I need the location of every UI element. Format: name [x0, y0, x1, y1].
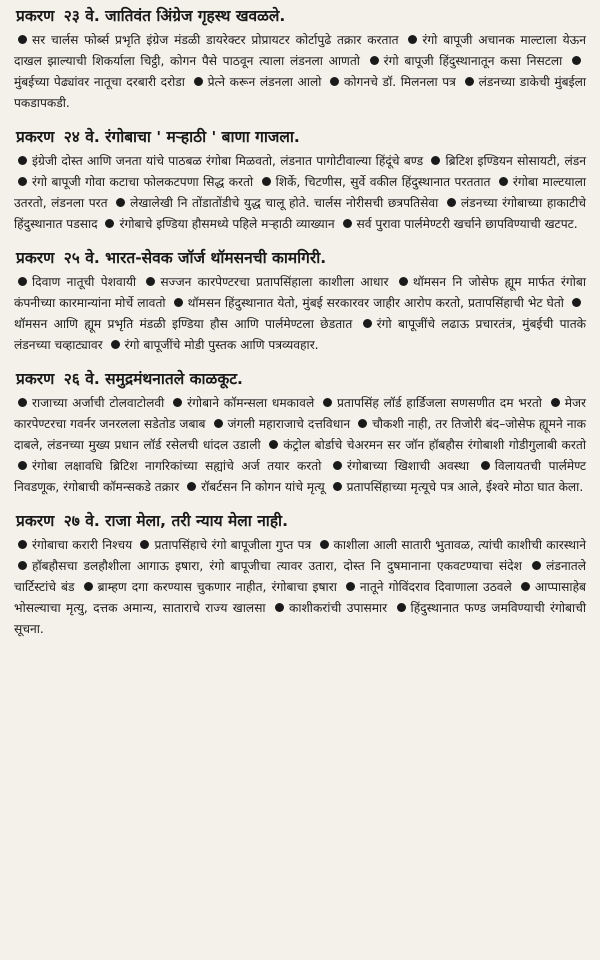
synopsis-item: विलायतची पार्लमेण्ट निवडणूक, रंगोबाची कॉमन्सकडे तक्रार — [14, 459, 587, 494]
bullet-icon — [532, 561, 541, 570]
synopsis-item: रंगोबाच्या खिशाची अवस्था — [346, 459, 470, 473]
bullet-icon — [346, 582, 355, 591]
bullet-icon — [18, 540, 27, 549]
chapter-prefix: प्रकरण — [16, 249, 55, 267]
chapter-synopsis — [14, 393, 586, 498]
bullet-icon — [269, 440, 278, 449]
bullet-icon — [18, 461, 27, 470]
bullet-icon — [330, 77, 339, 86]
chapter-prefix: प्रकरण — [16, 370, 55, 388]
synopsis-item: हॉबहौसचा डलहौशीला आगाऊ इषारा, रंगो बापूजीचा त्यावर उतारा, दोस्त नि दुषमानाना एकवटण्याचा संदेश — [32, 559, 522, 573]
chapter-26 — [14, 369, 586, 498]
bullet-icon — [431, 156, 440, 165]
synopsis-item: जंगली महाराजाचे दत्तविधान — [227, 417, 351, 431]
bullet-icon — [174, 298, 183, 307]
bullet-icon — [105, 219, 114, 228]
bullet-icon — [187, 482, 196, 491]
synopsis-item: ब्राम्हण दगा करण्यास चुकणार नाहीत, रंगोबाचा इषारा — [97, 580, 337, 594]
synopsis-item: लेखालेखी नि तोंडातोंडीचे युद्ध चालू होते. चार्लस नोरीसची छत्रपतिसेवा — [130, 196, 439, 210]
bullet-icon — [333, 482, 342, 491]
bullet-icon — [18, 35, 27, 44]
bullet-icon — [275, 603, 284, 612]
synopsis-item: रॉबर्टसन नि कोगन यांचे मृत्यू — [201, 480, 325, 494]
synopsis-item: थॉमसन आणि ह्यूम प्रभृति मंडळी इण्डिया हौस आणि पार्लमेण्टला छेडतात — [14, 317, 353, 331]
synopsis-item: रंगो बापूजींचे लढाऊ प्रचारतंत्र, मुंबईची पातके लंडनच्या चव्हाट्यावर — [14, 317, 587, 352]
bullet-icon — [521, 582, 530, 591]
chapter-number: २४ वे. — [63, 128, 100, 146]
bullet-icon — [481, 461, 490, 470]
bullet-icon — [262, 177, 271, 186]
bullet-icon — [551, 398, 560, 407]
synopsis-item: रंगोबा लक्षावधि ब्रिटिश नागरिकांच्या सह्यांचे अर्ज तयार करतो — [32, 459, 322, 473]
synopsis-item: दिवाण नातूची पेशवायी — [32, 275, 137, 289]
chapter-prefix: प्रकरण — [16, 128, 55, 146]
synopsis-item: नातूने गोविंदराव दिवाणाला उठवले — [359, 580, 512, 594]
synopsis-item: थॉमसन हिंदुस्थानात येतो, मुंबई सरकारवर जाहीर आरोप करतो, प्रतापसिंहाची भेट घेतो — [187, 296, 564, 310]
bullet-icon — [84, 582, 93, 591]
synopsis-item: लंडनच्या डाकेची मुंबईला पकडापकडी. — [14, 75, 587, 110]
bullet-icon — [18, 277, 27, 286]
bullet-icon — [447, 198, 456, 207]
synopsis-item: रंगोबाने कॉमन्सला धमकावले — [187, 396, 315, 410]
bullet-icon — [358, 419, 367, 428]
synopsis-item: मुंबईच्या पेढ्यांवर नातूचा दरबारी दरोडा — [14, 75, 185, 89]
chapter-title — [16, 248, 586, 268]
bullet-icon — [370, 56, 379, 65]
synopsis-item: ब्रिटिश इण्डियन सोसायटी, लंडन — [445, 154, 586, 168]
synopsis-item: प्रतापसिंहाच्या मृत्यूचे पत्र आले, ईश्वरे मोठा घात केला. — [346, 480, 584, 494]
synopsis-item: सज्जन कारपेण्टरचा प्रतापसिंहाला काशीला आधार — [160, 275, 389, 289]
synopsis-item: मेजर कारपेण्टरचा गवर्नर जनरलला सडेतोड जबाब — [14, 396, 587, 431]
chapter-number: २७ वे. — [63, 512, 100, 530]
chapter-heading: भारत-सेवक जॉर्ज थॉमसनची कामगिरी. — [105, 249, 327, 267]
bullet-icon — [408, 35, 417, 44]
bullet-icon — [18, 156, 27, 165]
bullet-icon — [363, 319, 372, 328]
chapter-synopsis — [14, 535, 586, 640]
synopsis-item: सर्व पुरावा पार्लमेण्टरी खर्चाने छापविण्याची खटपट. — [356, 217, 578, 231]
synopsis-item: कोगनचे डॉ. मिलनला पत्र — [344, 75, 456, 89]
chapter-25 — [14, 248, 586, 356]
bullet-icon — [140, 540, 149, 549]
bullet-icon — [194, 77, 203, 86]
synopsis-item: रंगोबाचे इण्डिया हौसमध्ये पहिले मऱ्हाठी व्याख्यान — [119, 217, 335, 231]
synopsis-item: हिंदुस्थानात फण्ड जमविण्याची रंगोबाची सूचना. — [14, 601, 586, 636]
chapter-27 — [14, 511, 586, 640]
synopsis-item: आप्पासाहेब भोसल्याचा मृत्यु, दत्तक अमान्य, साताराचे राज्य खालसा — [14, 580, 587, 615]
synopsis-item: कंट्रोल बोर्डाचे चेअरमन सर जॉन हॉबहौस रंगोबाशी गोडीगुलाबी करतो — [283, 438, 587, 452]
bullet-icon — [333, 461, 342, 470]
synopsis-item: लंडनच्या रंगोबाच्या हाकाटीचे हिंदुस्थानात पडसाद — [14, 196, 587, 231]
chapter-24 — [14, 127, 586, 235]
synopsis-item: लंडनातले चार्टिस्टांचे बंड — [14, 559, 586, 594]
chapter-prefix: प्रकरण — [16, 7, 55, 25]
bullet-icon — [320, 540, 329, 549]
synopsis-item: काशीला आली सातारी भुतावळ, त्यांची काशीची कारस्थाने — [333, 538, 586, 552]
synopsis-item: प्रतापसिंह लॉर्ड हार्डिजला सणसणीत दम भरतो — [336, 396, 542, 410]
chapter-synopsis — [14, 151, 586, 235]
bullet-icon — [214, 419, 223, 428]
synopsis-item: रंगोबा माल्टयाला उतरतो, लंडनला परत — [14, 175, 586, 210]
bullet-icon — [465, 77, 474, 86]
bullet-icon — [572, 56, 581, 65]
chapter-title — [16, 369, 586, 389]
synopsis-item: रंगो बापूजी अचानक माल्टाला येऊन दाखल झाल्याची शिकर्याला चिट्ठी, कोगन पैसे पाठवून त्याला लंडनला आणतो — [14, 33, 587, 68]
chapter-title — [16, 127, 586, 147]
chapter-23 — [14, 6, 586, 114]
chapter-title — [16, 511, 586, 531]
chapter-number: २६ वे. — [63, 370, 100, 388]
chapter-prefix: प्रकरण — [16, 512, 55, 530]
bullet-icon — [116, 198, 125, 207]
synopsis-item: शिर्के, चिटणीस, सुर्वे वकील हिंदुस्थानात परततात — [275, 175, 491, 189]
synopsis-item: रंगो बापूजी हिंदुस्थानातून कसा निसटला — [383, 54, 563, 68]
bullet-icon — [399, 277, 408, 286]
bullet-icon — [173, 398, 182, 407]
synopsis-item: राजाच्या अर्जाची टोलवाटोलवी — [32, 396, 165, 410]
bullet-icon — [499, 177, 508, 186]
synopsis-item: रंगोबाचा करारी निश्चय — [32, 538, 133, 552]
bullet-icon — [323, 398, 332, 407]
chapter-synopsis — [14, 30, 586, 114]
synopsis-item: रंगो बापूजी गोवा कटाचा फोलकटपणा सिद्ध करतो — [32, 175, 254, 189]
bullet-icon — [111, 340, 120, 349]
bullet-icon — [18, 561, 27, 570]
chapter-synopsis — [14, 272, 586, 356]
synopsis-item: सर चार्लस फोर्ब्स प्रभृति इंग्रेज मंडळी डायरेक्टर प्रोप्रायटर कोर्टापुढे तक्रार करतात — [32, 33, 399, 47]
bullet-icon — [397, 603, 406, 612]
chapter-title — [16, 6, 586, 26]
bullet-icon — [18, 398, 27, 407]
synopsis-item: काशीकरांची उपासमार — [288, 601, 388, 615]
bullet-icon — [18, 177, 27, 186]
bullet-icon — [146, 277, 155, 286]
chapter-number: २५ वे. — [63, 249, 100, 267]
synopsis-item: प्रतापसिंहाचे रंगो बापूजीला गुप्त पत्र — [154, 538, 312, 552]
synopsis-item: इंग्रेजी दोस्त आणि जनता यांचे पाठबळ रंगोबा मिळवतो, लंडनात पागोटीवाल्या हिंदूंचे बण्ड — [32, 154, 424, 168]
chapter-heading: रंगोबाचा ' मऱ्हाठी ' बाणा गाजला. — [105, 128, 300, 146]
bullet-icon — [572, 298, 581, 307]
synopsis-item: थॉमसन नि जोसेफ ह्यूम मार्फत रंगोबा कंपनीच्या कारमान्यांना मोर्चे लावतो — [14, 275, 587, 310]
chapter-heading: जातिवंत अिंग्रेज गृहस्थ खवळले. — [105, 7, 286, 25]
synopsis-item: चौकशी नाही, तर तिजोरी बंद–जोसेफ ह्यूमने नाक दाबले, लंडनच्या मुख्य प्रधान लॉर्ड रसेलची धांदल उडाली — [14, 417, 586, 452]
bullet-icon — [343, 219, 352, 228]
synopsis-item: प्रेत्ने करून लंडनला आलो — [207, 75, 322, 89]
chapter-heading: राजा मेला, तरी न्याय मेला नाही. — [105, 512, 288, 530]
chapter-heading: समुद्रमंथनातले काळकूट. — [105, 370, 243, 388]
synopsis-item: रंगो बापूजींचे मोडी पुस्तक आणि पत्रव्यवहार. — [124, 338, 319, 352]
chapter-number: २३ वे. — [63, 7, 100, 25]
